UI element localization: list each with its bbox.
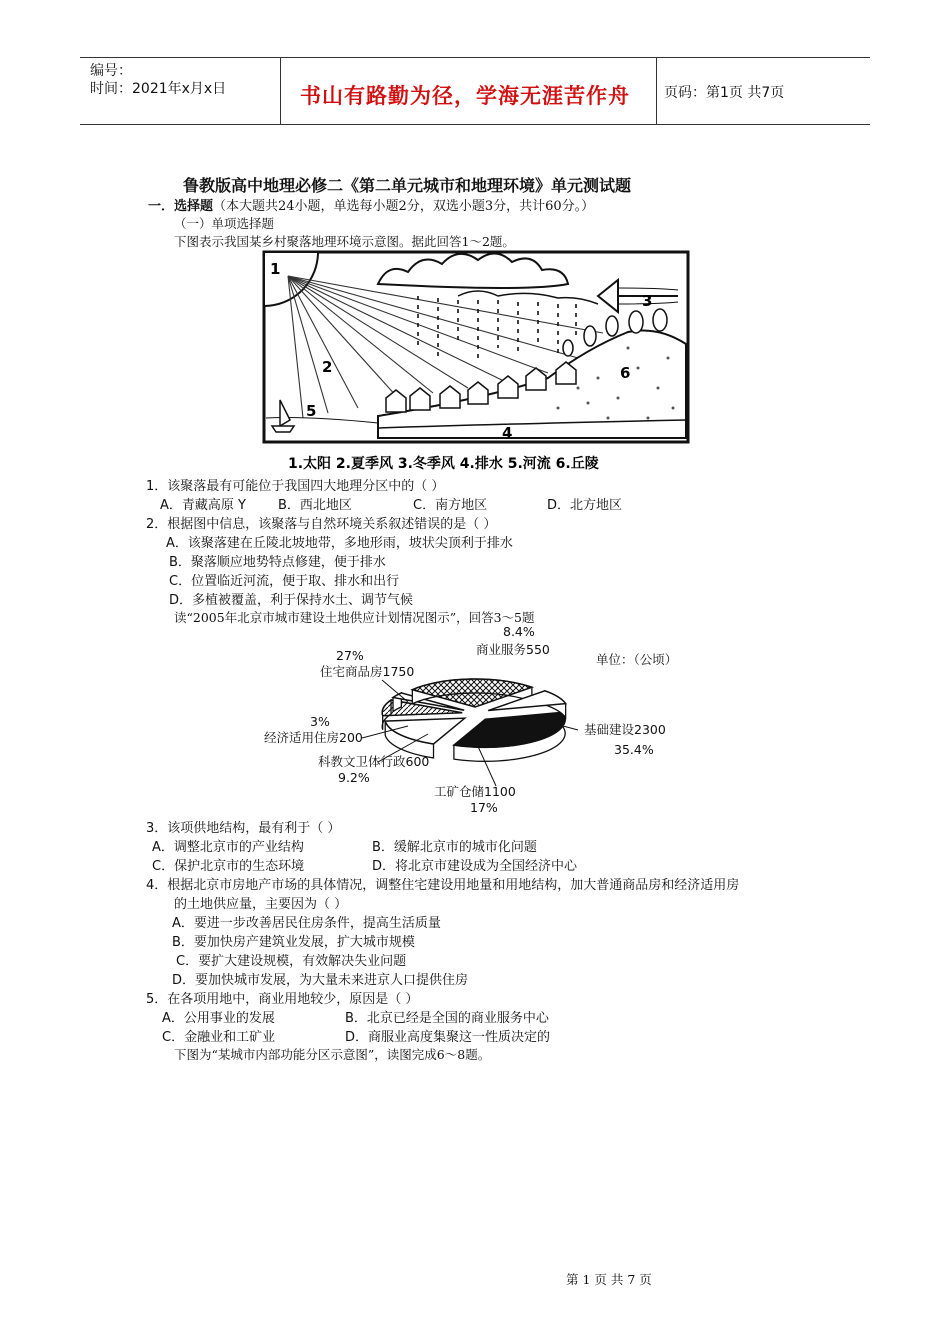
header-divider-right: [656, 57, 657, 125]
housing-label: 住宅商品房1750: [320, 664, 415, 679]
q2-option-b: B．聚落顺应地势特点修建，便于排水: [169, 555, 386, 570]
q5-stem: 5．在各项用地中，商业用地较少，原因是（ ）: [146, 992, 419, 1007]
q3-stem: 3．该项供地结构，最有利于（ ）: [146, 821, 341, 836]
label-2: 2: [322, 358, 333, 376]
industry-pct-label: 17%: [470, 800, 498, 815]
settlement-diagram: [258, 248, 694, 476]
header-bottom-rule: [80, 124, 870, 125]
fig1-intro: 下图表示我国某乡村聚落地理环境示意图。据此回答1～2题。: [174, 234, 515, 249]
q3-option-c: C．保护北京市的生态环境: [152, 859, 305, 874]
q2-option-d: D．多植被覆盖，利于保持水土、调节气候: [169, 593, 414, 608]
section-sub: （一）单项选择题: [174, 216, 275, 231]
q2-option-c: C．位置临近河流，便于取、排水和出行: [169, 574, 400, 589]
industry-label: 工矿仓储1100: [434, 784, 516, 799]
q1-option-b: B．西北地区: [278, 498, 352, 513]
label-3: 3: [642, 292, 653, 310]
q4-option-a: A．要进一步改善居民住房条件，提高生活质量: [172, 916, 441, 931]
fig2-intro: 读“2005年北京市城市建设土地供应计划情况图示”，回答3～5题: [174, 610, 535, 625]
commerce-label: 商业服务550: [476, 642, 550, 657]
q3-option-a: A．调整北京市的产业结构: [152, 840, 304, 855]
fig1-legend: 1.太阳 2.夏季风 3.冬季风 4.排水 5.河流 6.丘陵: [288, 456, 599, 472]
time-label: 时间：2021年x月x日: [90, 81, 227, 97]
section-heading: [148, 195, 594, 214]
commerce-pct-label: 8.4%: [503, 624, 535, 639]
label-5: 5: [306, 402, 317, 420]
q5-option-a: A．公用事业的发展: [162, 1011, 275, 1026]
label-6: 6: [620, 364, 631, 382]
q5-option-b: B．北京已经是全国的商业服务中心: [345, 1011, 549, 1026]
section-note: （本大题共24小题，单选每小题2分，双选小题3分，共计60分。）: [213, 199, 595, 214]
header-divider-left: [280, 57, 281, 125]
q1-option-d: D．北方地区: [547, 498, 623, 513]
q2-option-a: A．该聚落建在丘陵北坡地带，多地形雨，坡状尖顶利于排水: [166, 536, 513, 551]
infra-pct-label: 35.4%: [614, 742, 654, 757]
q5-option-d: D．商服业高度集聚这一性质决定的: [345, 1030, 551, 1045]
q5-option-c: C．金融业和工矿业: [162, 1030, 276, 1045]
pie-slices: [382, 679, 565, 761]
affordable-label: 经济适用住房200: [264, 730, 363, 745]
q1-option-c: C．南方地区: [413, 498, 488, 513]
motto: 书山有路勤为径，学海无涯苦作舟: [300, 84, 630, 108]
header-top-rule: [80, 57, 870, 58]
infra-label: 基础建设2300: [584, 722, 666, 737]
doc-title: 鲁教版高中地理必修二《第二单元城市和地理环境》单元测试题: [183, 176, 632, 195]
serial-label: 编号：: [90, 63, 132, 79]
q4-option-b: B．要加快房产建筑业发展，扩大城市规模: [172, 935, 415, 950]
housing-pct-label: 27%: [336, 648, 364, 663]
section-heading-label: 一．选择题: [148, 199, 214, 214]
affordable-pct-label: 3%: [310, 714, 330, 729]
page-label: 页码：第1页 共7页: [664, 85, 785, 101]
q4-option-d: D．要加快城市发展，为大量未来进京人口提供住房: [172, 973, 469, 988]
q4-stem-cont: 的土地供应量，主要因为（ ）: [174, 897, 348, 912]
science-label: 科教文卫体行政600: [318, 754, 430, 769]
unit-label: 单位：（公顷）: [596, 652, 678, 667]
q4-option-c: C．要扩大建设规模，有效解决失业问题: [176, 954, 407, 969]
q3-option-b: B．缓解北京市的城市化问题: [372, 840, 537, 855]
science-pct-label: 9.2%: [338, 770, 370, 785]
q2-stem: 2．根据图中信息，该聚落与自然环境关系叙述错误的是（ ）: [146, 517, 497, 532]
page-footer: 第 1 页 共 7 页: [566, 1272, 652, 1287]
label-4: 4: [502, 424, 513, 442]
q4-stem: 4．根据北京市房地产市场的具体情况，调整住宅建设用地量和用地结构，加大普通商品房和经济适用房: [146, 878, 740, 893]
q1-option-a: A．青藏高原 Y: [160, 498, 246, 513]
label-1: 1: [270, 260, 281, 278]
q1-stem: 1．该聚落最有可能位于我国四大地理分区中的（ ）: [146, 479, 445, 494]
next-intro: 下图为“某城市内部功能分区示意图”，读图完成6～8题。: [174, 1047, 491, 1062]
q3-option-d: D．将北京市建设成为全国经济中心: [372, 859, 578, 874]
land-supply-pie-chart: [258, 622, 708, 818]
